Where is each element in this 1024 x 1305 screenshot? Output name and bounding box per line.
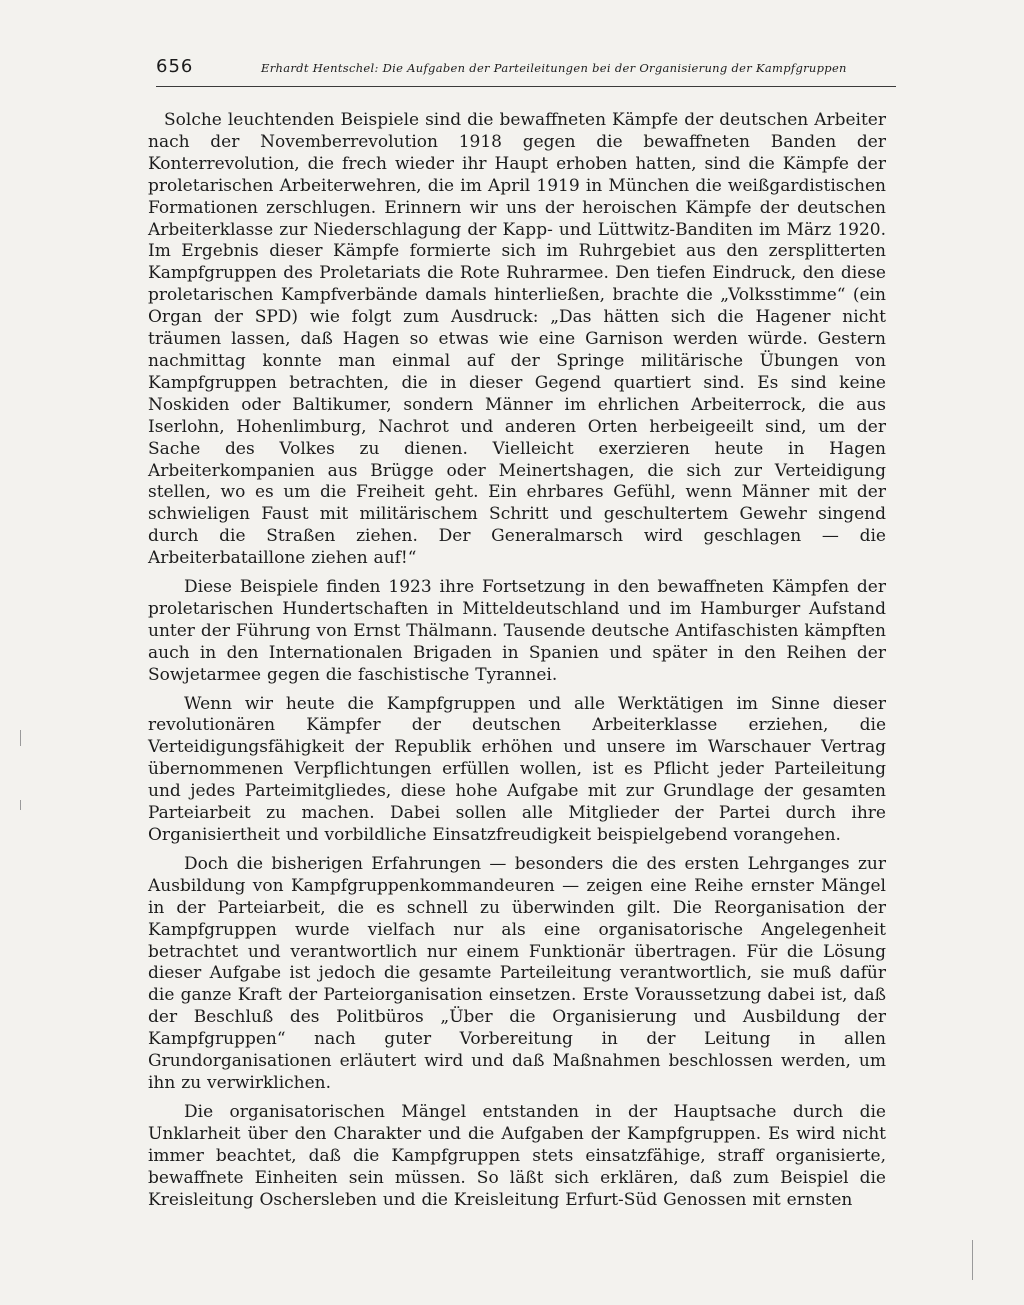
running-title: Erhardt Hentschel: Die Aufgaben der Parteileitungen bei der Organisierung der Kampfgruppen (261, 61, 847, 75)
paragraph-4: Doch die bisherigen Erfahrungen — besonders die des ersten Lehrganges zur Ausbildung von Kampfgruppenkommandeuren — zeigen eine Reihe ernster Mängel in der Parteiarbeit, die es schnell zu überwinden gilt. Die Reorganisation der Kampfgruppen wurde vielfach nur als eine organisatorische Angelegenheit betrachtet und verantwortlich nur einem Funktionär übertragen. Für die Lösung dieser Aufgabe ist jedoch die gesamte Parteileitung verantwortlich, sie muß dafür die ganze Kraft der Parteiorganisation einsetzen. Erste Voraussetzung dabei ist, daß der Beschluß des Politbüros „Über die Organisierung und Ausbildung der Kampfgruppen“ nach guter Vorbereitung in der Leitung in allen Grundorganisationen erläutert wird und daß Maßnahmen beschlossen werden, um ihn zu verwirklichen. (148, 853, 886, 1093)
scan-margin-mark (20, 730, 21, 746)
paragraph-5: Die organisatorischen Mängel entstanden in der Hauptsache durch die Unklarheit über den Charakter und die Aufgaben der Kampfgruppen. Es wird nicht immer beachtet, daß die Kampfgruppen stets einsatzfähige, straff organisierte, bewaffnete Einheiten sein müssen. So läßt sich erklären, daß zum Beispiel die Kreisleitung Oschersleben und die Kreisleitung Erfurt-Süd Genossen mit ernsten (148, 1101, 886, 1210)
paragraph-2: Diese Beispiele finden 1923 ihre Fortsetzung in den bewaffneten Kämpfen der proletarischen Hundertschaften in Mitteldeutschland und im Hamburger Aufstand unter der Führung von Ernst Thälmann. Tausende deutsche Antifaschisten kämpften auch in den Internationalen Brigaden in Spanien und später in den Reihen der Sowjetarmee gegen die faschistische Tyrannei. (148, 577, 886, 685)
body-text (148, 110, 886, 1218)
scan-margin-mark (972, 1240, 973, 1280)
scan-margin-mark (20, 800, 21, 810)
paragraph-1: Solche leuchtenden Beispiele sind die bewaffneten Kämpfe der deutschen Arbeiter nach der Novemberrevolution 1918 gegen die bewaffneten Banden der Konterrevolution, die frech wieder ihr Haupt erhoben hatten, sind die Kämpfe der proletarischen Arbeiterwehren, die im April 1919 in München die weißgardistischen Formationen zerschlugen. Erinnern wir uns der heroischen Kämpfe der deutschen Arbeiterklasse zur Niederschlagung der Kapp- und Lüttwitz-Banditen im März 1920. Im Ergebnis dieser Kämpfe formierte sich im Ruhrgebiet aus den zersplitterten Kampfgruppen des Proletariats die Rote Ruhrarmee. Den tiefen Eindruck, den diese proletarischen Kampfverbände damals hinterließen, brachte die „Volksstimme“ (ein Organ der SPD) wie folgt zum Ausdruck: „Das hätten sich die Hagener nicht träumen lassen, daß Hagen so etwas wie eine Garnison werden würde. Gestern nachmittag konnte man einmal auf der Springe militärische Übungen von Kampfgruppen betrachten, die in dieser Gegend quartiert sind. Es sind keine Noskiden oder Baltikumer, sondern Männer im ehrlichen Arbeiterrock, die aus Iserlohn, Hohenlimburg, Nachrot und anderen Orten herbeigeeilt sind, um der Sache des Volkes zu dienen. Vielleicht exerzieren heute in Hagen Arbeiterkompanien aus Brügge oder Meinertshagen, die sich zur Verteidigung stellen, wo es um die Freiheit geht. Ein ehrbares Gefühl, wenn Männer mit der schwieligen Faust mit militärischem Schritt und geschultertem Gewehr singend durch die Straßen ziehen. Der Generalmarsch wird geschlagen — die Arbeiterbataillone ziehen auf!“ (148, 110, 886, 569)
paragraph-3: Wenn wir heute die Kampfgruppen und alle Werktätigen im Sinne dieser revolutionären Kämpfer der deutschen Arbeiterklasse erziehen, die Verteidigungsfähigkeit der Republik erhöhen und unsere im Warschauer Vertrag übernommenen Verpflichtungen erfüllen wollen, ist es Pflicht jeder Parteileitung und jedes Parteimitgliedes, diese hohe Aufgabe mit zur Grundlage der gesamten Parteiarbeit zu machen. Dabei sollen alle Mitglieder der Partei durch ihre Organisiertheit und vorbildliche Einsatzfreudigkeit beispielgebend vorangehen. (148, 693, 886, 845)
page-header (156, 56, 896, 87)
page-number: 656 (156, 56, 194, 77)
